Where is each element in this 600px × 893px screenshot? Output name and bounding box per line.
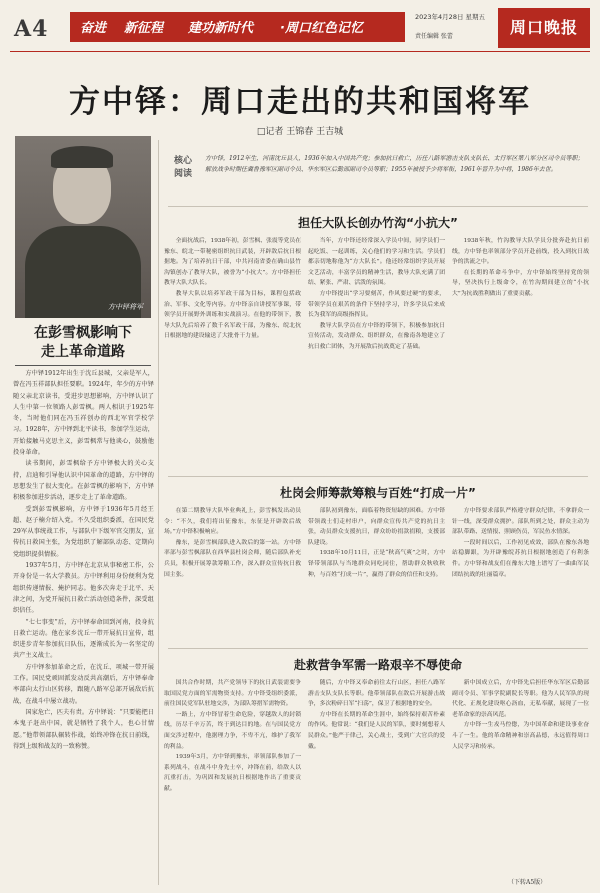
intro-label-line: 阅读 <box>173 169 192 179</box>
section-rule <box>168 206 588 207</box>
left-subheading <box>15 324 151 362</box>
section-rule <box>168 476 588 477</box>
section2-column-3 <box>452 506 589 636</box>
subheading-rule <box>15 365 151 366</box>
masthead <box>0 0 600 56</box>
paragraph: 部队初到豫东，面临着物资短缺的困难。方中铎带领战士们走村串户，向群众宣传共产党的抗日主张，动员群众支援抗日，群众纷纷捐款捐粮，支援部队建设。 <box>308 508 445 546</box>
section-title: 赴救营争军需一路艰辛不辱使命 <box>293 658 462 672</box>
paragraph: 教导大队学员在方中铎的带领下，积极参加抗日宣传活动，发动群众、组织群众，在豫南各地建立了抗日救亡团体，为开展敌后抗战奠定了基础。 <box>308 322 445 350</box>
byline: □记者 王锦春 王吉城 <box>256 127 344 137</box>
paragraph: 在第二期教导大队毕业典礼上，彭雪枫发出动员令：“不久，我们将出征豫东，东征是开辟敌后战场。”方中铎积极响应。 <box>164 508 301 536</box>
paragraph: 新中国成立后，方中铎先后担任华东军区后勤部副司令员、军事学院副院长等职。他为人民军队的现代化、正规化建设呕心沥血，无私奉献，展现了一位老革命家的崇高风范。 <box>452 680 589 718</box>
section3-column-3 <box>452 678 589 874</box>
paragraph: 读书期间，彭雪枫给予方中铎极大的关心支持，启迪和引导他认识中国革命的道路，方中铎的思想发生了很大变化。在彭雪枫的影响下，方中铎积极参加进步活动，逐步走上了革命道路。 <box>13 460 154 502</box>
paragraph: 全面抗战后，1938年初，彭雪枫、张震等党员在豫东、皖北一带秘密组织抗日武装，开辟敌后抗日根据地。为了培养抗日干部，中共河南省委在确山县竹沟镇创办了教导大队，被誉为“小抗大”。方中铎担任教导大队大队长。 <box>164 238 301 287</box>
page-number: A4 <box>14 16 49 42</box>
column-divider <box>158 140 159 885</box>
paragraph: 方中铎参加革命之后，在沈丘、项城一带开展工作。国民党顽固派发动反共高潮后，方中铎奉命率部向太行山区转移，跟随八路军总部开展敌后抗战，在战斗中屡立战功。 <box>13 663 154 705</box>
continued-note: （下转A5版） <box>508 879 547 886</box>
section2-column-2 <box>308 506 445 636</box>
intro-label <box>168 155 198 181</box>
paragraph: 方中铎提出“学习要刻苦，作风要过硬”的要求，带领学员在艰苦的条件下坚持学习，许多学员后来成长为我军的高级指挥员。 <box>308 290 445 319</box>
paragraph: 1938年10月11日，正是“秋高气爽”之时，方中铎带领部队与当地群众同吃同住，帮助群众秋收秋种，与百姓“打成一片”，赢得了群众的信任和支持。 <box>308 550 445 578</box>
paragraph: 受到彭雪枫影响，方中铎于1936年5月经王超、赵子楠介绍入党。不久受组织委派，在国民党29军从事统战工作，与部队中下级军官交朋友，宣传抗日救国主张，为党组织了解部队动态、定期向党组织提供情报。 <box>13 505 154 558</box>
section1-column-1 <box>164 236 301 464</box>
photo-caption: 方中铎将军 <box>108 303 143 311</box>
banner-part: 新征程 <box>124 21 164 36</box>
section-rule <box>168 648 588 649</box>
section2-column-1 <box>164 506 301 636</box>
banner-part: 奋进 <box>80 21 107 36</box>
masthead-rule <box>10 51 590 52</box>
paragraph: 国共合作时期，共产党领导下的抗日武装需要争取国民党方面的军需物资支持。方中铎受组织委派，前往国民党军队驻地交涉，为部队筹措军需物资。 <box>164 680 301 708</box>
section3-column-2 <box>308 678 445 874</box>
column-banner <box>70 12 405 42</box>
paragraph: 方中铎在长期的革命生涯中，始终保持艰苦朴素的作风。他常说：“我们是人民的军队，要时刻想着人民群众。”他严于律己，关心战士，受到广大官兵的爱戴。 <box>308 711 445 750</box>
paragraph: 随后，方中铎又奉命前往太行山区，担任八路军游击支队支队长等职。他带领部队在敌后开展游击战争，多次粉碎日军“扫荡”，保卫了根据地的安全。 <box>308 680 445 708</box>
banner-part: ·周口红色记忆 <box>280 21 363 36</box>
section3-column-1 <box>164 678 301 874</box>
body-text <box>13 368 154 752</box>
article-headline: 方中铎：周口走出的共和国将军 <box>69 84 531 120</box>
intro-summary: 方中铎，1912年生，河南沈丘县人，1936年加入中国共产党；参加抗日救亡，历任八路军游击支队支队长、太行军区第八军分区司令员等职；解放战争时期任冀鲁豫军区副司令员、华东军区后勤部副司令员等职；1955年被授予少将军衔，1961年晋升为中将，1986年去世。 <box>205 155 584 173</box>
issue-date: 2023年4月28日 星期五 <box>415 13 486 21</box>
paragraph: 在长期的革命斗争中，方中铎始终坚持党的领导，坚决执行上级命令，在竹沟期间建立的“小抗大”为抗战胜利做出了重要贡献。 <box>452 269 589 297</box>
left-body-column <box>13 368 154 883</box>
intro-label-line: 核心 <box>173 156 192 166</box>
subheading-line: 在彭雪枫影响下 <box>34 325 132 341</box>
paragraph: 一路上，方中铎冒着生命危险，穿越敌人的封锁线，历尽千辛万苦，终于到达目的地。在与国民党方面交涉过程中，他据理力争，不卑不亢，维护了我军的利益。 <box>164 711 301 750</box>
portrait-photo <box>15 136 151 318</box>
paragraph: 1938年秋，竹沟教导大队学员分批奔赴抗日前线，方中铎也率领部分学员开赴前线，投入到抗日战争的洪流之中。 <box>452 238 589 266</box>
section1-column-2 <box>308 236 445 464</box>
paragraph: 豫东，是彭雪枫部队进入敌后的第一站。方中铎率部与彭雪枫部队在西华县杜岗会师，随后部队补充兵员，积极开展筹款筹粮工作，深入群众宣传抗日救国主张。 <box>164 539 301 578</box>
paragraph: 当年，方中铎还经常深入学员中间，同学员们一起吃饭、一起训练，关心他们的学习和生活。学员们都亲切地称他为“方大队长”。他还经常组织学员开展文艺活动，丰富学员的精神生活，教导大队充满了团结、紧张、严肃、活泼的氛围。 <box>308 238 445 287</box>
paragraph: 方中铎1912年出生于沈丘县城，父亲是军人，曾在冯玉祥部队担任要职。1924年，年少的方中铎随父亲北京读书，受进步思想影响，方中铎认识了人生中第一位领路人彭雪枫。两人相识于1925年冬，当时他们同在冯玉祥创办的西北军官学校学习。1928年，方中铎到北平读书，参加学生运动，开始接触马克思主义，彭雪枫常与他谈心，鼓励他投身革命。 <box>13 370 154 457</box>
paragraph: 方中铎一生戎马倥偬，为中国革命和建设事业奋斗了一生。他的革命精神和崇高品德，永远值得周口人民学习和传承。 <box>452 722 589 750</box>
paragraph: 方中铎要求部队严格遵守群众纪律，不拿群众一针一线，深受群众拥护。部队所到之处，群众主动为部队带路、送情报、照顾伤员，军民鱼水情深。 <box>452 508 589 536</box>
editor-credit: 责任编辑 张蕾 <box>415 33 453 40</box>
paragraph: 国家危亡，匹夫有责。方中铎说：“只要能把日本鬼子赶出中国，就是牺牲了我个人，也心甘情愿。”他带领部队辗转作战，始终冲锋在抗日前线，得到上级和战友的一致称赞。 <box>13 708 154 750</box>
subheading-line: 走上革命道路 <box>41 344 125 360</box>
banner-part: 建功新时代 <box>188 21 254 36</box>
paragraph: 一段时间以后，工作初见成效，部队在豫东各地站稳脚跟，为开辟豫皖苏抗日根据地创造了有利条件。方中铎和战友们在豫东大地上谱写了一曲曲军民团结抗战的壮丽篇章。 <box>452 539 589 578</box>
paragraph: 教导大队以培养军政干部为目标，课程包括政治、军事、文化等内容。方中铎亲自讲授军事课，带领学员开展野外训练和实战演习。在他的带领下，教导大队先后培养了数千名军政干部，为豫东、皖北抗日根据地的建设输送了大批骨干力量。 <box>164 290 301 340</box>
section-title: 担任大队长创办竹沟“小抗大” <box>298 216 458 230</box>
paragraph: 1937年5月，方中铎在北京从事秘密工作，公开身份是一名大学教员。方中铎利用身份便利为党组织传递情报、掩护同志。他多次奔走于北平、天津之间，为党开展抗日救亡活动创造条件，深受组织信任。 <box>13 562 154 615</box>
newspaper-logo: 周口晚报 <box>498 8 590 48</box>
paragraph: 1939年3月，方中铎到豫东，率领部队参加了一系列战斗，在战斗中身先士卒，冲锋在前，给敌人以沉重打击，为巩固和发展抗日根据地作出了重要贡献。 <box>164 754 301 792</box>
paragraph: “七七事变”后，方中铎奉命回到河南，投身抗日救亡运动。他在家乡沈丘一带开展抗日宣传，组织进步青年参加抗日队伍，逐渐成长为一名坚定的共产主义战士。 <box>13 618 154 660</box>
section1-column-3 <box>452 236 589 464</box>
section-title: 杜岗会师筹款筹粮与百姓“打成一片” <box>280 486 476 500</box>
